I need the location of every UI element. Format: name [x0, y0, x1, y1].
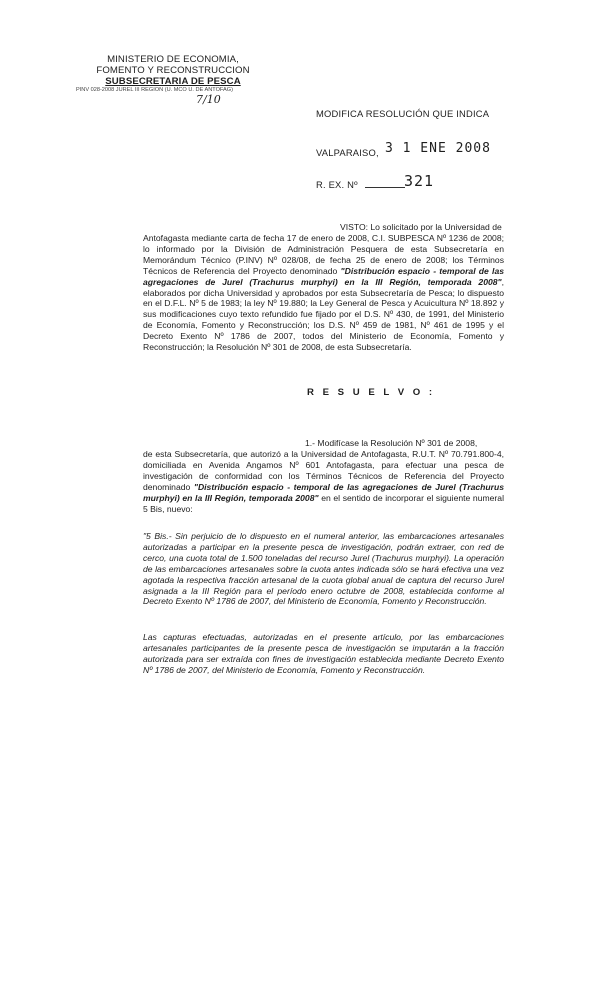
document-subject: MODIFICA RESOLUCIÓN QUE INDICA — [316, 108, 490, 119]
article1-body: de esta Subsecretaría, que autorizó a la Universidad de Antofagasta, R.U.T. Nº 70.791.800-4, domiciliada en Avenida Angamos Nº 601 Antofagasta, para efectuar una pesca de investigación de conformidad con los Términos Técnicos de Referencia del Proyecto denominado — [143, 449, 504, 492]
letterhead — [88, 54, 258, 87]
rex-number: 321 — [404, 172, 435, 190]
city-label: VALPARAISO, — [316, 147, 379, 158]
ministry-line-1: MINISTERIO DE ECONOMIA, — [107, 54, 239, 65]
resuelvo-heading: R E S U E L V O : — [307, 387, 436, 398]
handwritten-initials: 7/10 — [196, 93, 221, 106]
date-stamp: 3 1 ENE 2008 — [385, 141, 491, 156]
rex-label: R. EX. Nº — [316, 179, 358, 190]
visto-paragraph — [143, 233, 504, 353]
visto-project-title: "Distribución espacio - temporal de las agregaciones de Jurel (Trachurus murphyi) en la III Región, temporada 2008" — [143, 265, 505, 287]
visto-first-line: VISTO: Lo solicitado por la Universidad de — [340, 222, 502, 232]
article1-body-2: en el sentido de incorporar el siguiente numeral 5 Bis, nuevo: — [143, 492, 504, 514]
reference-line: PINV 028-2008 JUREL III REGION (U. MCO U. DE ANTOFAG) — [76, 87, 233, 93]
numeral-5-bis: "5 Bis.- Sin perjuicio de lo dispuesto en el numeral anterior, las embarcaciones artesanales autorizadas a participar en la presente pesca de investigación, podrán extraer, con red de cerco, una cuota total de 1.500 toneladas del recurso Jurel (Trachurus murphyi). La operación de las embarcaciones artesanales sobre la cuota antes indicada sólo se hará efectiva una vez agotada la respectiva fracción artesanal de la cuota global anual de captura del recurso Jurel asignada a la III Región para el período enero octubre de 2008, establecida conforme al Decreto Exento Nº 1786 de 2007, del Ministerio de Economía, Fomento y Reconstrucción. — [143, 531, 504, 607]
visto-body-2: , elaborados por dicha Universidad y aprobados por esta Subsecretaría de Pesca; lo dispuesto en el D.F.L. Nº 5 de 1983; la ley Nº 19.880; la Ley General de Pesca y Acuicultura Nº 18.892 y sus modificaciones cuyo texto refundido fue fijado por el D.S. Nº 430, de 1991, del Ministerio de Economía, Fomento y Reconstrucción; los D.S. Nº 459 de 1981, Nº 461 de 1995 y el Decreto Exento Nº 1786 de 2007, todos del Ministerio de Economía, Fomento y Reconstrucción; la Resolución Nº 301 de 2008, de esta Subsecretaría. — [143, 276, 504, 353]
subsecretaria-title: SUBSECRETARIA DE PESCA — [105, 76, 241, 87]
article1-paragraph — [143, 449, 504, 514]
article1-first-line: 1.- Modifícase la Resolución Nº 301 de 2008, — [305, 438, 478, 448]
rex-underline — [365, 187, 405, 188]
article1-project-title: "Distribución espacio - temporal de las agregaciones de Jurel (Trachurus murphyi) en la III Región, temporada 2008" — [143, 481, 505, 503]
ministry-line-2: FOMENTO Y RECONSTRUCCION — [96, 65, 250, 76]
visto-body: Antofagasta mediante carta de fecha 17 de enero de 2008, C.I. SUBPESCA Nº 1236 de 2008; lo informado por la División de Administración Pesquera de esta Subsecretaría en Memorándum Técnico (P.INV) Nº 028/08, de fecha 25 de enero de 2008; los Términos Técnicos de Referencia del Proyecto denominado — [143, 233, 504, 276]
numeral-5-bis-second-paragraph: Las capturas efectuadas, autorizadas en el presente artículo, por las embarcaciones artesanales participantes de la presente pesca de investigación se imputarán a la fracción autorizada para ser extraída con fines de investigación establecida mediante Decreto Exento Nº 1786 de 2007, del Ministerio de Economía, Fomento y Reconstrucción. — [143, 632, 504, 675]
